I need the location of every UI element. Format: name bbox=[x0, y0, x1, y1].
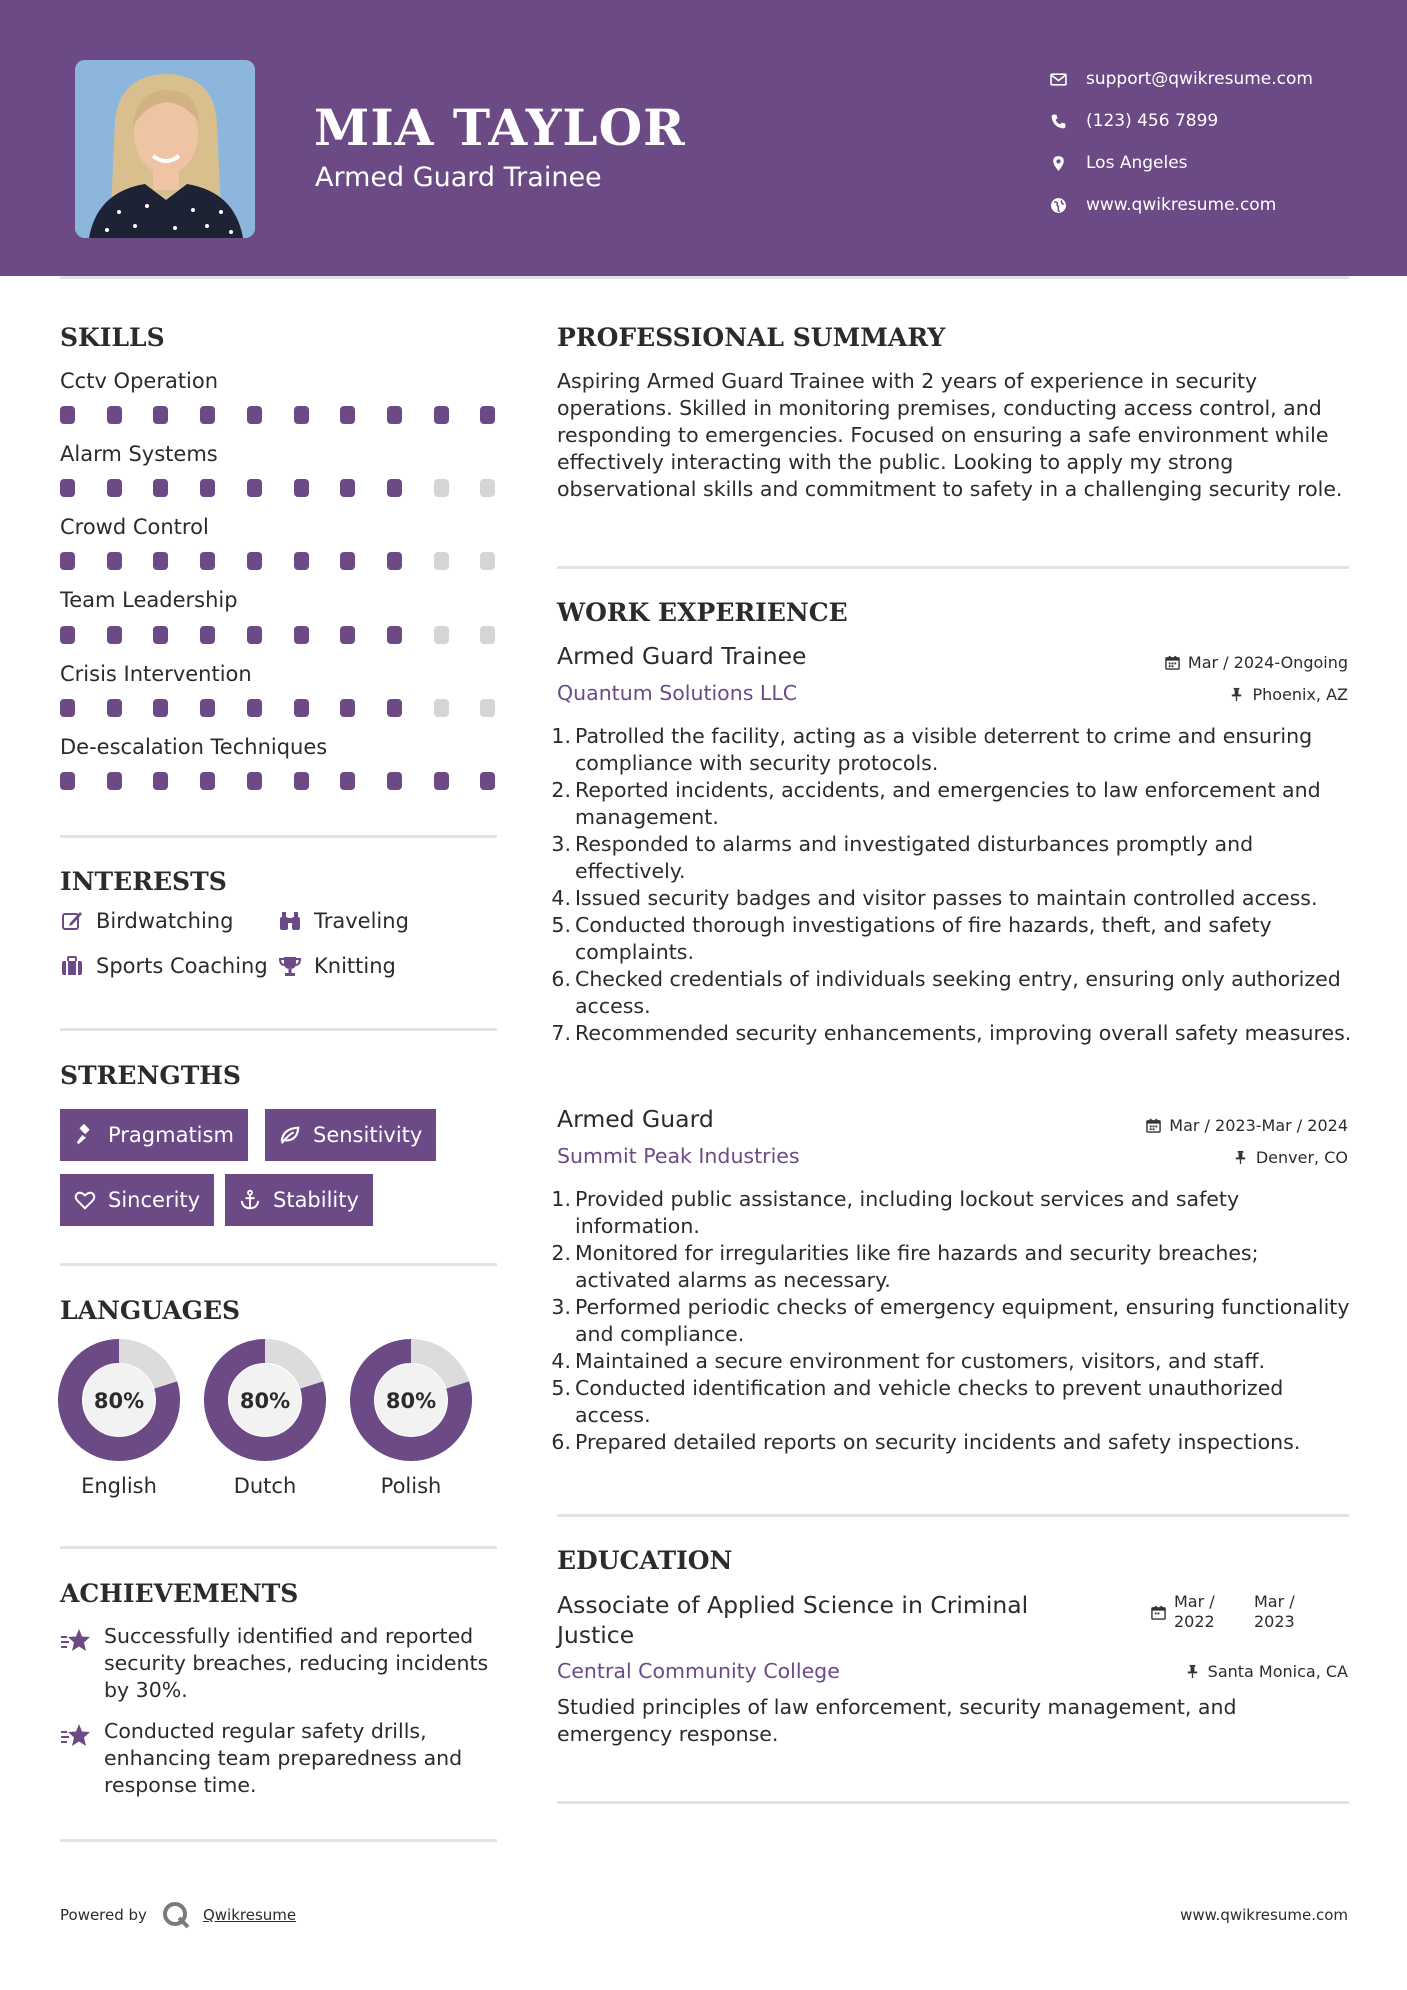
section-divider bbox=[60, 1028, 497, 1031]
education-start-month: Mar / bbox=[1174, 1592, 1215, 1611]
strength-label: Sincerity bbox=[108, 1188, 201, 1212]
strength-label: Stability bbox=[273, 1188, 359, 1212]
skill-dot-filled bbox=[200, 699, 215, 717]
duty-item: Checked credentials of individuals seeking entry, ensuring only authorized access. bbox=[575, 967, 1341, 1018]
skill-dot-filled bbox=[387, 772, 402, 790]
language-percent: 80% bbox=[239, 1389, 291, 1413]
strength-label: Sensitivity bbox=[313, 1123, 423, 1147]
duty-item: Responded to alarms and investigated disturbances promptly and effectively. bbox=[575, 832, 1254, 883]
contact-phone[interactable] bbox=[1050, 100, 1370, 142]
skill-dot-filled bbox=[60, 699, 75, 717]
language-item bbox=[57, 1338, 181, 1498]
language-ring bbox=[57, 1338, 181, 1462]
skill-name: Crisis Intervention bbox=[60, 662, 252, 686]
pushpin-icon bbox=[1229, 687, 1244, 702]
skill-dot-filled bbox=[60, 552, 75, 570]
skill-dot-filled bbox=[107, 699, 122, 717]
interest-label: Sports Coaching bbox=[96, 954, 268, 978]
duty-item: Monitored for irregularities like fire hazards and security breaches; activated alarms as necessary. bbox=[575, 1241, 1259, 1292]
degree-title-line: Associate of Applied Science in Criminal bbox=[557, 1591, 1029, 1619]
section-divider bbox=[557, 1801, 1349, 1804]
education-title: EDUCATION bbox=[557, 1546, 733, 1575]
education-end bbox=[1254, 1592, 1295, 1632]
calendar-icon bbox=[1165, 655, 1180, 670]
profile-photo bbox=[75, 60, 255, 238]
duty-item: Conducted thorough investigations of fire hazards, theft, and safety complaints. bbox=[575, 913, 1272, 964]
pushpin-icon bbox=[1233, 1150, 1248, 1165]
education-end-year: 2023 bbox=[1254, 1612, 1295, 1631]
skill-dot-filled bbox=[294, 772, 309, 790]
skill-dot-filled bbox=[247, 552, 262, 570]
school-name: Central Community College bbox=[557, 1659, 840, 1683]
education-dates bbox=[1151, 1592, 1295, 1632]
skill-level-dots bbox=[60, 626, 500, 646]
duty-item: Performed periodic checks of emergency equipment, ensuring functionality and compliance. bbox=[575, 1295, 1350, 1346]
suitcase-icon bbox=[60, 954, 96, 978]
skill-dot-filled bbox=[387, 479, 402, 497]
summary-title: PROFESSIONAL SUMMARY bbox=[557, 323, 946, 352]
education-start-year: 2022 bbox=[1174, 1612, 1215, 1631]
contact-location bbox=[1050, 142, 1370, 184]
contact-list bbox=[1050, 58, 1370, 226]
duty-item: Prepared detailed reports on security incidents and safety inspections. bbox=[575, 1430, 1301, 1454]
job-title: Armed Guard Trainee bbox=[557, 642, 807, 670]
skill-level-dots bbox=[60, 479, 500, 499]
star-award-icon bbox=[60, 1718, 104, 1799]
skill-dot-filled bbox=[107, 552, 122, 570]
section-divider bbox=[557, 566, 1349, 569]
skill-dot-empty bbox=[480, 479, 495, 497]
strength-label: Pragmatism bbox=[108, 1123, 234, 1147]
skill-dot-empty bbox=[434, 552, 449, 570]
edit-icon bbox=[60, 909, 96, 933]
skill-dot-filled bbox=[153, 772, 168, 790]
skill-dot-filled bbox=[294, 406, 309, 424]
interest-item bbox=[60, 954, 268, 978]
contact-phone-text: (123) 456 7899 bbox=[1086, 111, 1219, 131]
skill-dot-filled bbox=[247, 772, 262, 790]
language-ring bbox=[349, 1338, 473, 1462]
skill-dot-filled bbox=[387, 699, 402, 717]
skill-dot-filled bbox=[153, 552, 168, 570]
summary-text: Aspiring Armed Guard Trainee with 2 years of experience in security operations. Skilled in monitoring premises, conducting access control, and responding to emergencies. Focused on ensuring a safe environment while effectively interacting with the public. Looking to apply my strong observational skills and commitment to safety in a challenging security role. bbox=[557, 369, 1343, 501]
job-dates-text: Mar / 2023-Mar / 2024 bbox=[1169, 1116, 1348, 1135]
achievements-title: ACHIEVEMENTS bbox=[60, 1579, 299, 1608]
trophy-icon bbox=[278, 954, 314, 978]
skill-level-dots bbox=[60, 552, 500, 572]
strength-tag bbox=[225, 1174, 373, 1226]
skill-dot-filled bbox=[294, 699, 309, 717]
brand-link[interactable]: Qwikresume bbox=[202, 1906, 297, 1924]
skill-dot-filled bbox=[107, 406, 122, 424]
language-item bbox=[349, 1338, 473, 1498]
language-name: Dutch bbox=[233, 1474, 297, 1498]
skill-dot-filled bbox=[200, 406, 215, 424]
language-name: Polish bbox=[380, 1474, 442, 1498]
skill-dot-filled bbox=[107, 772, 122, 790]
skill-dot-filled bbox=[153, 479, 168, 497]
education-location bbox=[1185, 1662, 1348, 1681]
contact-location-text: Los Angeles bbox=[1086, 153, 1188, 173]
candidate-name: MIA TAYLOR bbox=[314, 98, 686, 157]
section-divider bbox=[60, 835, 497, 838]
interest-item bbox=[278, 909, 409, 933]
skill-dot-empty bbox=[480, 626, 495, 644]
job-location-text: Denver, CO bbox=[1255, 1148, 1348, 1167]
skill-dot-filled bbox=[153, 699, 168, 717]
interest-item bbox=[60, 909, 233, 933]
skill-dot-filled bbox=[294, 479, 309, 497]
skills-title: SKILLS bbox=[60, 323, 165, 352]
achievement-item bbox=[60, 1623, 510, 1704]
candidate-role: Armed Guard Trainee bbox=[315, 162, 602, 193]
company-name: Summit Peak Industries bbox=[557, 1144, 800, 1168]
education-description: Studied principles of law enforcement, security management, and emergency response. bbox=[557, 1695, 1237, 1746]
skill-dot-filled bbox=[153, 626, 168, 644]
company-name: Quantum Solutions LLC bbox=[557, 681, 798, 705]
achievement-item bbox=[60, 1718, 510, 1799]
skill-name: Team Leadership bbox=[60, 588, 238, 612]
skill-dot-filled bbox=[200, 552, 215, 570]
skill-dot-filled bbox=[294, 552, 309, 570]
skill-dot-filled bbox=[340, 479, 355, 497]
skill-name: De-escalation Techniques bbox=[60, 735, 328, 759]
contact-email-text: support@qwikresume.com bbox=[1086, 69, 1313, 89]
skill-dot-filled bbox=[294, 626, 309, 644]
job-duties bbox=[557, 723, 1357, 1047]
calendar-icon bbox=[1151, 1605, 1166, 1620]
skill-dot-empty bbox=[480, 552, 495, 570]
language-name: English bbox=[81, 1474, 157, 1498]
skill-dot-filled bbox=[60, 406, 75, 424]
skill-dot-filled bbox=[480, 772, 495, 790]
language-item bbox=[203, 1338, 327, 1498]
skill-dot-filled bbox=[247, 699, 262, 717]
achievement-text: Successfully identified and reported security breaches, reducing incidents by 30%. bbox=[104, 1624, 489, 1702]
skill-dot-empty bbox=[434, 479, 449, 497]
envelope-icon bbox=[1050, 71, 1086, 88]
job-duties bbox=[557, 1186, 1357, 1456]
skill-dot-empty bbox=[480, 699, 495, 717]
section-divider bbox=[557, 1514, 1349, 1517]
skill-dot-filled bbox=[480, 406, 495, 424]
heart-icon bbox=[74, 1189, 108, 1211]
skill-dot-filled bbox=[340, 406, 355, 424]
job-dates-text: Mar / 2024-Ongoing bbox=[1187, 653, 1348, 672]
skill-dot-filled bbox=[200, 479, 215, 497]
skill-dot-filled bbox=[434, 406, 449, 424]
job-dates bbox=[1165, 653, 1348, 672]
language-ring bbox=[203, 1338, 327, 1462]
duty-item: Maintained a secure environment for customers, visitors, and staff. bbox=[575, 1349, 1266, 1373]
skill-dot-filled bbox=[340, 552, 355, 570]
star-award-icon bbox=[60, 1623, 104, 1704]
language-percent: 80% bbox=[93, 1389, 145, 1413]
section-divider bbox=[60, 1839, 497, 1842]
gavel-icon bbox=[74, 1124, 108, 1146]
interest-item bbox=[278, 954, 396, 978]
education-location-text: Santa Monica, CA bbox=[1207, 1662, 1348, 1681]
skill-dot-filled bbox=[387, 626, 402, 644]
skill-dot-filled bbox=[434, 772, 449, 790]
duty-item: Issued security badges and visitor passes to maintain controlled access. bbox=[575, 886, 1318, 910]
interests-title: INTERESTS bbox=[60, 867, 227, 896]
strength-tag bbox=[60, 1174, 214, 1226]
section-divider bbox=[60, 1263, 497, 1266]
footer-powered-by bbox=[60, 1900, 296, 1930]
skill-name: Cctv Operation bbox=[60, 369, 219, 393]
header-divider bbox=[60, 276, 1349, 279]
skill-dot-filled bbox=[340, 699, 355, 717]
skill-dot-filled bbox=[247, 479, 262, 497]
duty-item: Conducted identification and vehicle checks to prevent unauthorized access. bbox=[575, 1376, 1284, 1427]
interest-label: Traveling bbox=[314, 909, 409, 933]
job-title: Armed Guard bbox=[557, 1105, 714, 1133]
skill-name: Crowd Control bbox=[60, 515, 209, 539]
skill-level-dots bbox=[60, 699, 500, 719]
job-location-text: Phoenix, AZ bbox=[1252, 685, 1348, 704]
leaf-icon bbox=[279, 1124, 313, 1146]
job-location bbox=[1229, 685, 1348, 704]
qwikresume-logo-icon bbox=[161, 1900, 191, 1930]
duty-item: Recommended security enhancements, improving overall safety measures. bbox=[575, 1021, 1352, 1045]
education-start bbox=[1174, 1592, 1254, 1632]
skill-dot-filled bbox=[60, 479, 75, 497]
pushpin-icon bbox=[1185, 1664, 1200, 1679]
skill-dot-filled bbox=[60, 772, 75, 790]
strength-tag bbox=[60, 1109, 248, 1161]
experience-title: WORK EXPERIENCE bbox=[557, 598, 848, 627]
job-location bbox=[1233, 1148, 1348, 1167]
skill-dot-filled bbox=[387, 406, 402, 424]
strength-tag bbox=[265, 1109, 436, 1161]
calendar-icon bbox=[1146, 1118, 1161, 1133]
skill-dot-filled bbox=[247, 626, 262, 644]
languages-title: LANGUAGES bbox=[60, 1296, 241, 1325]
skill-dot-filled bbox=[340, 626, 355, 644]
duty-item: Provided public assistance, including lockout services and safety information. bbox=[575, 1187, 1240, 1238]
contact-website-text: www.qwikresume.com bbox=[1086, 195, 1277, 215]
skill-dot-filled bbox=[60, 626, 75, 644]
strengths-title: STRENGTHS bbox=[60, 1061, 241, 1090]
duty-item: Reported incidents, accidents, and emergencies to law enforcement and management. bbox=[575, 778, 1321, 829]
skill-level-dots bbox=[60, 406, 500, 426]
skill-dot-filled bbox=[107, 626, 122, 644]
contact-email[interactable] bbox=[1050, 58, 1370, 100]
section-divider bbox=[60, 1546, 497, 1549]
skill-dot-filled bbox=[387, 552, 402, 570]
skill-dot-filled bbox=[200, 626, 215, 644]
skill-name: Alarm Systems bbox=[60, 442, 218, 466]
skill-dot-empty bbox=[434, 699, 449, 717]
degree-title bbox=[557, 1590, 1028, 1650]
skill-dot-filled bbox=[153, 406, 168, 424]
language-percent: 80% bbox=[385, 1389, 437, 1413]
skill-dot-filled bbox=[247, 406, 262, 424]
skill-dot-filled bbox=[107, 479, 122, 497]
education-end-month: Mar / bbox=[1254, 1592, 1295, 1611]
map-pin-icon bbox=[1050, 155, 1086, 172]
globe-icon bbox=[1050, 197, 1086, 214]
skill-level-dots bbox=[60, 772, 500, 792]
achievement-text: Conducted regular safety drills, enhancing team preparedness and response time. bbox=[104, 1719, 463, 1797]
degree-title-line: Justice bbox=[557, 1621, 635, 1649]
footer-website[interactable]: www.qwikresume.com bbox=[1180, 1906, 1348, 1924]
skill-dot-empty bbox=[434, 626, 449, 644]
interest-label: Birdwatching bbox=[96, 909, 234, 933]
powered-by-label: Powered by bbox=[60, 1906, 147, 1924]
interest-label: Knitting bbox=[314, 954, 396, 978]
skill-dot-filled bbox=[200, 772, 215, 790]
duty-item: Patrolled the facility, acting as a visible deterrent to crime and ensuring compliance with security protocols. bbox=[575, 724, 1313, 775]
phone-icon bbox=[1050, 113, 1086, 130]
skill-dot-filled bbox=[340, 772, 355, 790]
contact-website[interactable] bbox=[1050, 184, 1370, 226]
resume-header bbox=[0, 0, 1407, 276]
job-dates bbox=[1146, 1116, 1348, 1135]
anchor-icon bbox=[239, 1189, 273, 1211]
binoculars-icon bbox=[278, 909, 314, 933]
